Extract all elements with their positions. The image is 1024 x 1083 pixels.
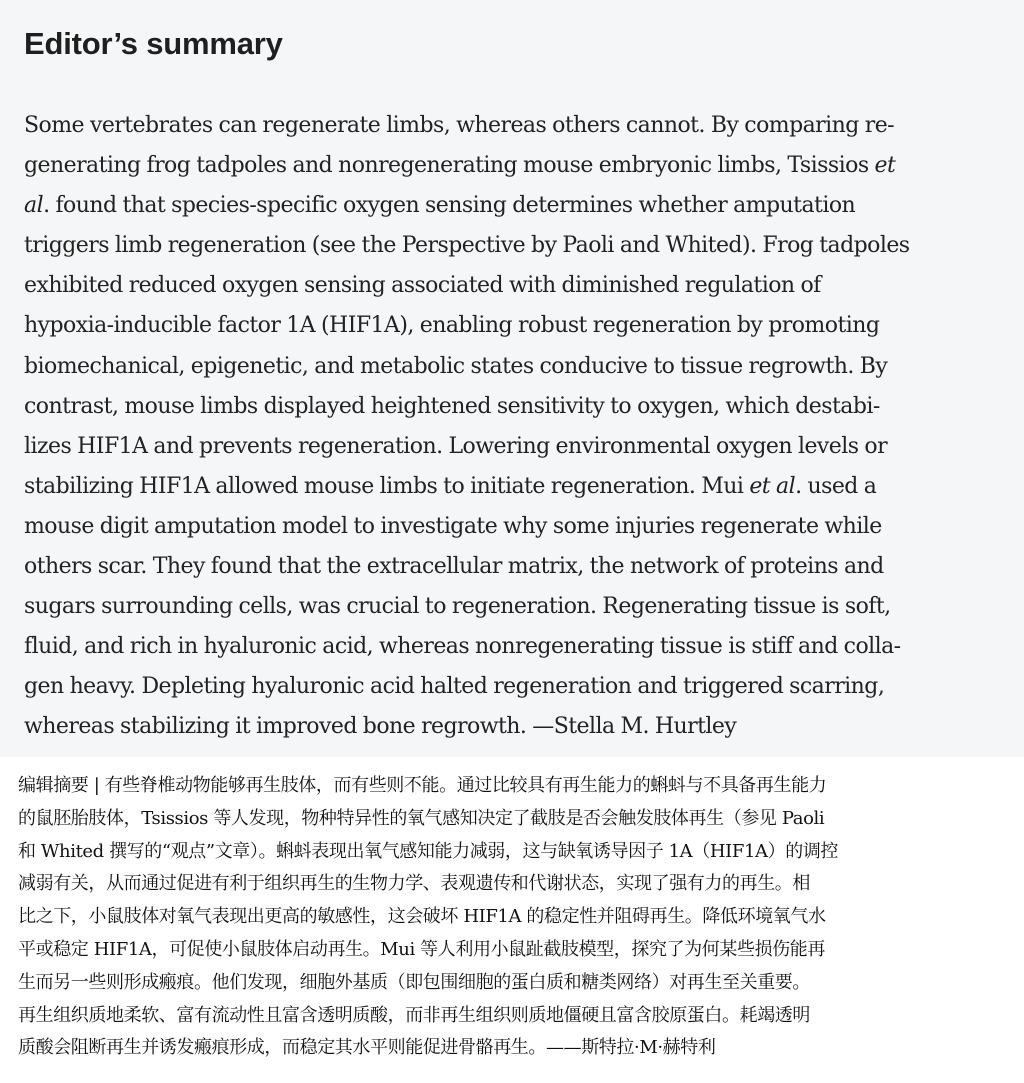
- summary-line: [24, 627, 1008, 667]
- summary-text: others scar. They found that the extracellular matrix, the network of proteins and: [24, 554, 884, 580]
- summary-text: contrast, mouse limbs displayed heightened sensitivity to oxygen, which destabi-: [24, 393, 880, 419]
- summary-line: [24, 106, 1008, 146]
- translation-line: 生而另一些则形成瘢痕。他们发现，细胞外基质（即包围细胞的蛋白质和糖类网络）对再生至关重要。: [18, 971, 810, 993]
- summary-line: [24, 707, 1008, 747]
- summary-line: [24, 467, 1008, 507]
- summary-line: [24, 587, 1008, 627]
- summary-line: [24, 667, 1008, 707]
- summary-text: fluid, and rich in hyaluronic acid, whereas nonregenerating tissue is stiff and colla-: [24, 634, 901, 660]
- translation-line: 的鼠胚胎肢体，Tsissios 等人发现，物种特异性的氧气感知决定了截肢是否会触发肢体再生（参见 Paoli: [18, 807, 825, 829]
- summary-body: [24, 106, 1008, 748]
- summary-line: [24, 547, 1008, 587]
- summary-text: sugars surrounding cells, was crucial to regeneration. Regenerating tissue is soft,: [24, 594, 891, 620]
- summary-text: . found that species-specific oxygen sensing determines whether amputation: [43, 193, 856, 219]
- translation-line: 平或稳定 HIF1A，可促使小鼠肢体启动再生。Mui 等人利用小鼠趾截肢模型，探究了为何某些损伤能再: [18, 938, 825, 960]
- summary-italic-text: et al: [749, 473, 796, 499]
- summary-line: [24, 427, 1008, 467]
- translation-line: 比之下，小鼠肢体对氧气表现出更高的敏感性，这会破坏 HIF1A 的稳定性并阻碍再生。降低环境氧气水: [18, 906, 826, 928]
- summary-text: biomechanical, epigenetic, and metabolic states conducive to tissue regrowth. By: [24, 353, 888, 379]
- summary-line: [24, 347, 1008, 387]
- summary-text: gen heavy. Depleting hyaluronic acid halted regeneration and triggered scarring,: [24, 674, 885, 700]
- translation-line: 再生组织质地柔软、富有流动性且富含透明质酸，而非再生组织则质地僵硬且富含胶原蛋白。耗竭透明: [18, 1004, 810, 1026]
- summary-title: Editor’s summary: [24, 26, 283, 61]
- summary-line: [24, 186, 1008, 226]
- summary-line: [24, 146, 1008, 186]
- summary-text: Some vertebrates can regenerate limbs, whereas others cannot. By comparing re-: [24, 113, 895, 138]
- summary-text: generating frog tadpoles and nonregenerating mouse embryonic limbs, Tsissios: [24, 153, 875, 179]
- summary-text: stabilizing HIF1A allowed mouse limbs to initiate regeneration. Mui: [24, 473, 750, 499]
- summary-line: [24, 306, 1008, 346]
- summary-text: triggers limb regeneration (see the Perspective by Paoli and Whited). Frog tadpoles: [24, 233, 910, 259]
- translation-line: 减弱有关，从而通过促进有利于组织再生的生物力学、表观遗传和代谢状态，实现了强有力的再生。相: [18, 873, 810, 895]
- summary-text: lizes HIF1A and prevents regeneration. Lowering environmental oxygen levels or: [24, 433, 888, 459]
- translation-line: 编辑摘要 | 有些脊椎动物能够再生肢体，而有些则不能。通过比较具有再生能力的蝌蚪与不具备再生能力: [18, 775, 827, 796]
- summary-text: whereas stabilizing it improved bone regrowth. —Stella M. Hurtley: [24, 714, 737, 740]
- summary-italic-text: et: [874, 153, 896, 179]
- summary-text: exhibited reduced oxygen sensing associated with diminished regulation of: [24, 273, 821, 299]
- summary-line: [24, 507, 1008, 547]
- translation-line: 和 Whited 撰写的“观点”文章）。蝌蚪表现出氧气感知能力减弱，这与缺氧诱导因子 1A（HIF1A）的调控: [18, 840, 839, 862]
- summary-text: mouse digit amputation model to investigate why some injuries regenerate while: [24, 513, 882, 539]
- summary-line: [24, 266, 1008, 306]
- translation-line: 质酸会阻断再生并诱发瘢痕形成，而稳定其水平则能促进骨骼再生。——斯特拉·M·赫特利: [18, 1037, 716, 1059]
- summary-line: [24, 226, 1008, 266]
- summary-italic-text: al: [24, 193, 44, 219]
- summary-text: . used a: [795, 473, 877, 499]
- summary-text: hypoxia-inducible factor 1A (HIF1A), enabling robust regeneration by promoting: [24, 313, 880, 339]
- chinese-translation: [18, 770, 1014, 1065]
- summary-line: [24, 387, 1008, 427]
